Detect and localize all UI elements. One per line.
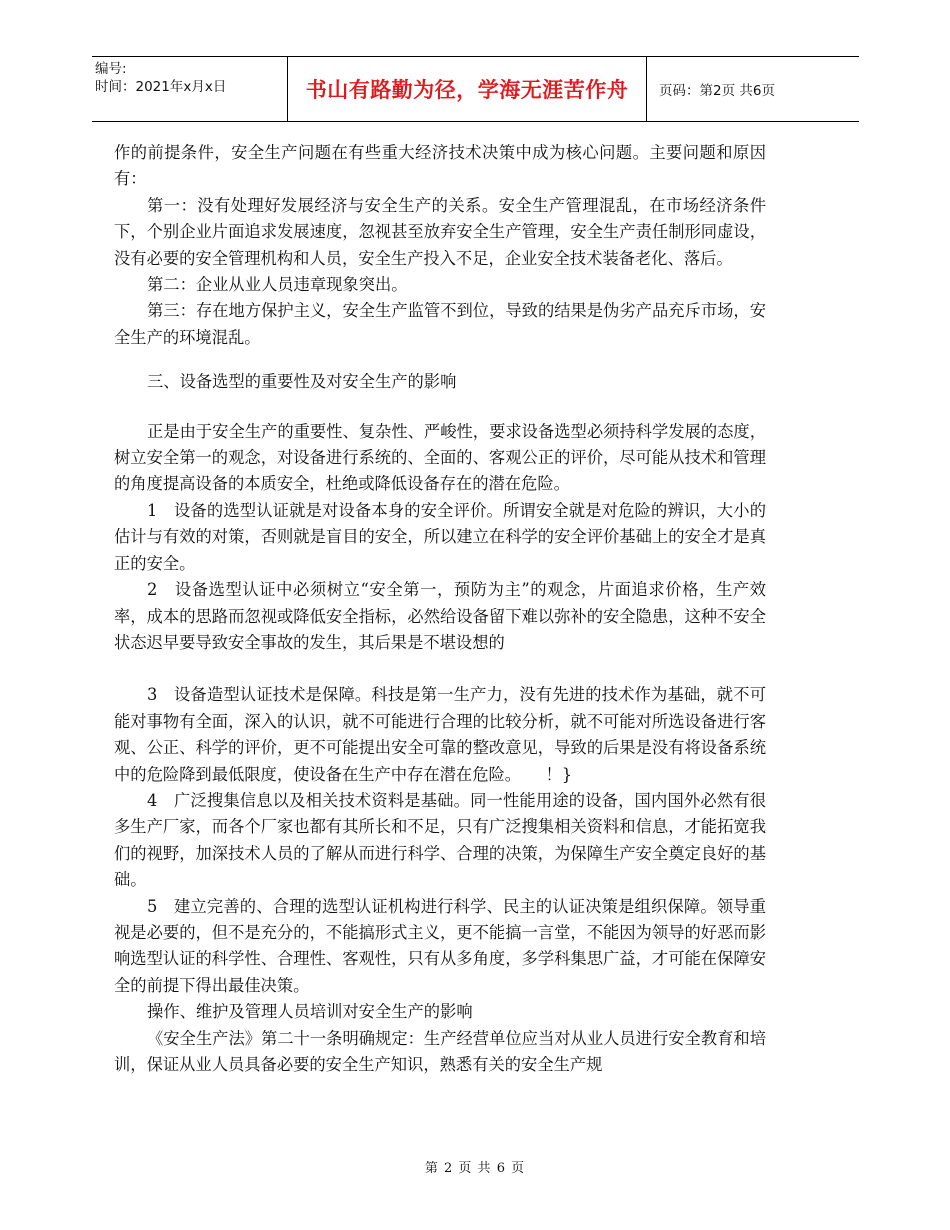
paragraph: 第一：没有处理好发展经济与安全生产的关系。安全生产管理混乱，在市场经济条件下，个别企业片面追求发展速度，忽视甚至放弃安全生产管理，安全生产责任制形同虚设，没有必要的安全管理机构和人员，安全生产投入不足，企业安全技术装备老化、落后。	[114, 195, 766, 268]
list-item: 4 广泛搜集信息以及相关技术资料是基础。同一性能用途的设备，国内国外必然有很多生产厂家，而各个厂家也都有其所长和不足，只有广泛搜集相关资料和信息，才能拓宽我们的视野，加深技术人员的了解从而进行科学、合理的决策，为保障生产安全奠定良好的基础。	[114, 790, 766, 890]
page-footer: 第 2 页 共 6 页	[424, 1161, 526, 1176]
list-item: 2 设备选型认证中必须树立“安全第一，预防为主”的观念，片面追求价格，生产效率，成本的思路而忽视或降低安全指标，必然给设备留下难以弥补的安全隐患，这种不安全状态迟早要导致安全事故的发生，其后果是不堪设想的	[114, 580, 766, 652]
header-page-info: 页码：第2页 共6页	[659, 83, 775, 99]
list-item: 1 设备的选型认证就是对设备本身的安全评价。所谓安全就是对危险的辨识，大小的估计与有效的对策，否则就是盲目的安全，所以建立在科学的安全评价基础上的安全才是真正的安全。	[114, 500, 766, 573]
paragraph: 《安全生产法》第二十一条明确规定：生产经营单位应当对从业人员进行安全教育和培训，保证从业人员具备必要的安全生产知识，熟悉有关的安全生产规	[114, 1028, 766, 1074]
list-item: 5 建立完善的、合理的选型认证机构进行科学、民主的认证决策是组织保障。领导重视是必要的，但不是充分的，不能搞形式主义，更不能搞一言堂，不能因为领导的好恶而影响选型认证的科学性、合理性、客观性，只有从多角度，多学科集思广益，才可能在保障安全的前提下得出最佳决策。	[114, 896, 766, 995]
paragraph: 正是由于安全生产的重要性、复杂性、严峻性，要求设备选型必须持科学发展的态度，树立安全第一的观念，对设备进行系统的、全面的、客观公正的评价，尽可能从技术和管理的角度提高设备的本质安全，杜绝或降低设备存在的潜在危险。	[114, 421, 766, 494]
paragraph: 第三：存在地方保护主义，安全生产监管不到位，导致的结果是伪劣产品充斥市场，安全生产的环境混乱。	[114, 301, 766, 347]
header-meta	[92, 57, 287, 121]
paragraph: 第二：企业从业人员违章现象突出。	[147, 275, 408, 295]
document-date: 时间：2021年x月x日	[95, 79, 227, 95]
subsection-heading: 操作、维护及管理人员培训对安全生产的影响	[147, 1002, 473, 1022]
document-number-label: 编号:	[95, 61, 127, 77]
paragraph: 作的前提条件，安全生产问题在有些重大经济技术决策中成为核心问题。主要问题和原因有：	[114, 143, 766, 189]
header-motto: 书山有路勤为径，学海无涯苦作舟	[287, 57, 647, 121]
section-heading: 三、设备选型的重要性及对安全生产的影响	[147, 372, 457, 392]
list-item: 3 设备造型认证技术是保障。科技是第一生产力，没有先进的技术作为基础，就不可能对事物有全面，深入的认识，就不可能进行合理的比较分析，就不可能对所选设备进行客观、公正、科学的评价，更不可能提出安全可靠的整改意见，导致的后果是没有将设备系统中的危险降到最低限度，使设备在生产中存在潜在危险。 ！}	[114, 685, 766, 784]
page-header	[92, 56, 859, 122]
document-body	[114, 140, 766, 1078]
